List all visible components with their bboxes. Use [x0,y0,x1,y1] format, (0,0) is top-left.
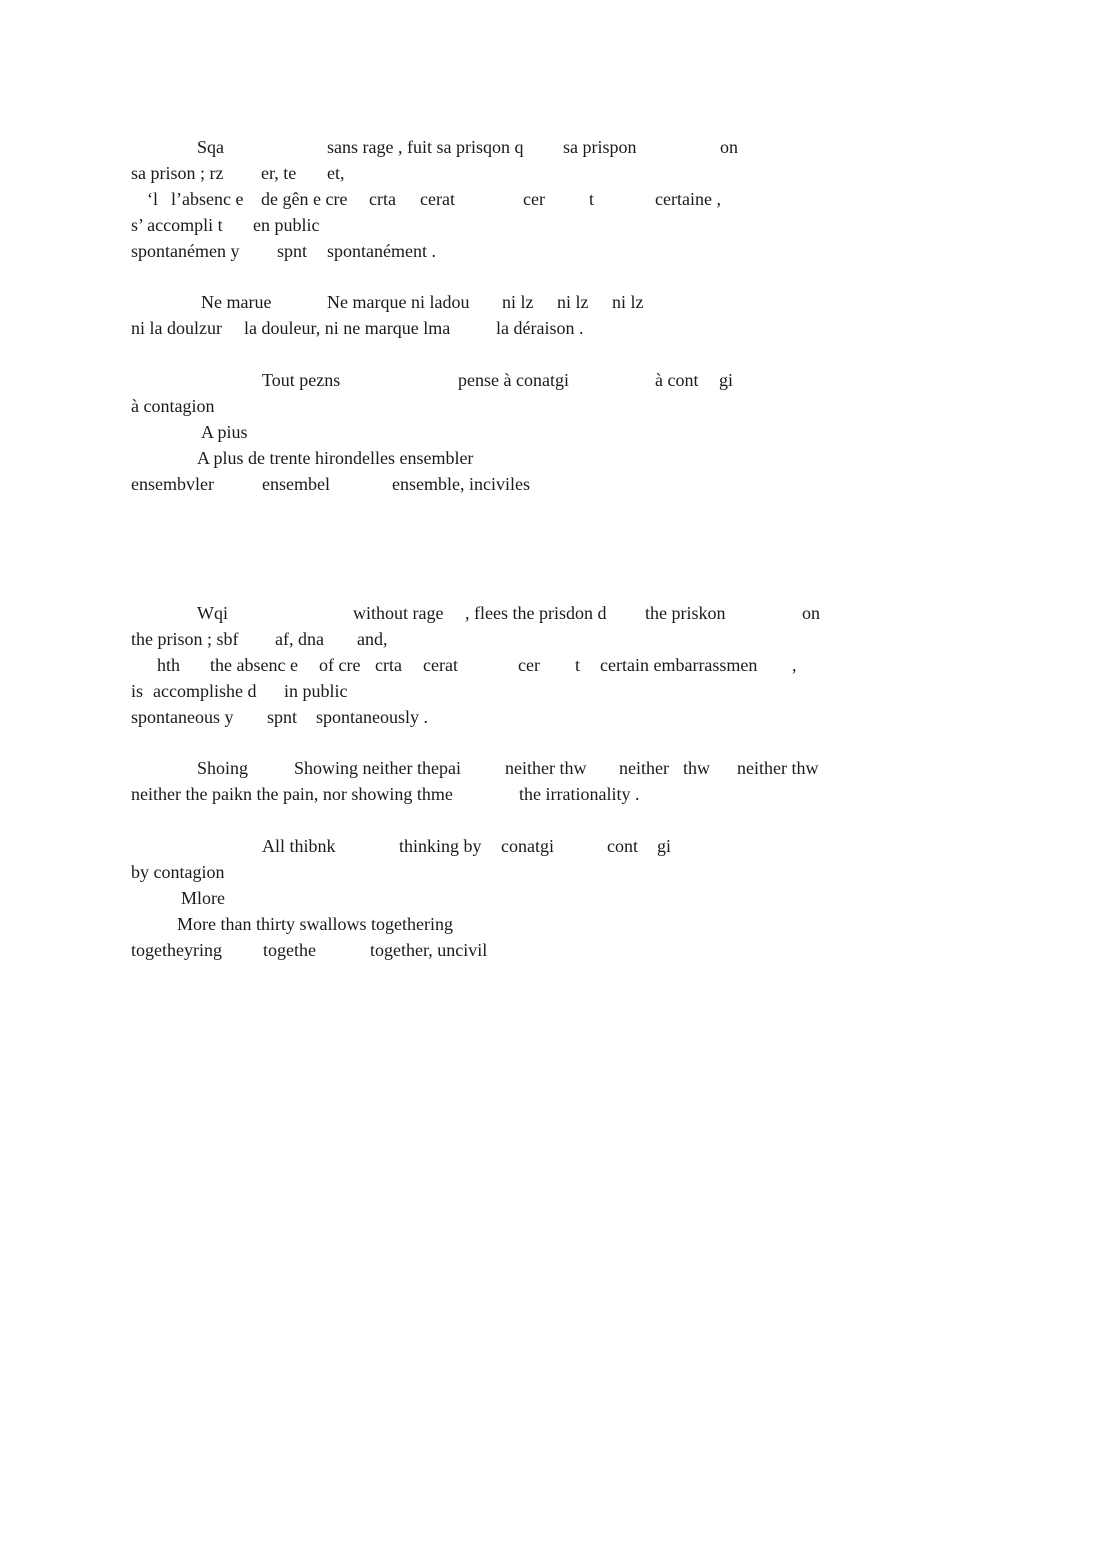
text-fragment: on [802,603,820,623]
text-fragment: Sqa [197,137,224,157]
text-fragment: t [575,655,581,675]
text-fragment: t [589,189,595,209]
text-fragment: the priskon [645,603,726,623]
text-fragment: neither thw [737,758,819,778]
text-fragment: l’absenc e [171,189,244,209]
text-fragment: cer [518,655,540,675]
text-fragment: af, dna [275,629,324,649]
text-fragment: en public [253,215,320,235]
text-fragment: togethe [263,940,316,960]
text-fragment: ensemble, inciviles [392,474,530,494]
text-fragment: gi [657,836,672,856]
text-fragment: de gên e cre [261,189,348,209]
text-fragment: the prison ; sbf [131,629,239,649]
text-fragment: sa prispon [563,137,637,157]
text-fragment: ni lz [502,292,534,312]
text-fragment: together, uncivil [370,940,488,960]
text-fragment: neither thw [505,758,587,778]
text-fragment: neither the paikn the pain, nor showing thme [131,784,453,804]
text-fragment: in public [284,681,348,701]
text-fragment: Shoing [197,758,249,778]
text-fragment: More than thirty swallows togethering [177,914,453,934]
text-fragment: neither [619,758,669,778]
text-fragment: cont [607,836,638,856]
text-fragment: the irrationality . [519,784,640,804]
text-fragment: togetheyring [131,940,222,960]
text-fragment: is [131,681,144,701]
text-fragment: spnt [267,707,298,727]
text-fragment: cerat [423,655,458,675]
text-fragment: certaine , [655,189,721,209]
text-fragment: spnt [277,241,308,261]
text-fragment: conatgi [501,836,554,856]
text-fragment: et, [327,163,345,183]
text-fragment: thinking by [399,836,482,856]
text-fragment: la déraison . [496,318,584,338]
text-fragment: spontanément . [327,241,436,261]
text-fragment: à cont [655,370,699,390]
text-fragment: Tout pezns [262,370,341,390]
text-fragment: la douleur, ni ne marque lma [244,318,451,338]
text-fragment: Wqi [197,603,228,623]
text-fragment: certain embarrassmen [600,655,758,675]
text-fragment: Ne marque ni ladou [327,292,470,312]
text-fragment: cer [523,189,545,209]
text-fragment: pense à conatgi [458,370,569,390]
text-fragment: accomplishe d [153,681,257,701]
text-fragment: by contagion [131,862,225,882]
text-fragment: s’ accompli t [131,215,223,235]
text-fragment: sans rage , fuit sa prisqon q [327,137,524,157]
text-fragment: All thibnk [262,836,336,856]
text-fragment: thw [683,758,710,778]
text-fragment: , flees the prisdon d [465,603,607,623]
text-fragment: ensembvler [131,474,214,494]
text-fragment: and, [357,629,388,649]
text-fragment: the absenc e [210,655,298,675]
text-fragment: ‘l [147,189,158,209]
text-fragment: er, te [261,163,297,183]
text-fragment: sa prison ; rz [131,163,224,183]
text-fragment: hth [157,655,181,675]
text-fragment: on [720,137,738,157]
text-fragment: A pius [201,422,248,442]
text-fragment: ni lz [612,292,644,312]
text-fragment: crta [369,189,396,209]
text-fragment: , [792,655,797,675]
text-fragment: Showing neither thepai [294,758,461,778]
text-fragment: ni la doulzur [131,318,222,338]
text-fragment: A plus de trente hirondelles ensembler [197,448,474,468]
text-fragment: spontanémen y [131,241,240,261]
text-fragment: crta [375,655,402,675]
text-fragment: ni lz [557,292,589,312]
text-fragment: Mlore [181,888,225,908]
text-fragment: of cre [319,655,361,675]
text-fragment: gi [719,370,734,390]
text-fragment: Ne marue [201,292,272,312]
text-fragment: spontaneously . [316,707,428,727]
text-fragment: ensembel [262,474,330,494]
text-fragment: cerat [420,189,455,209]
text-fragment: without rage [353,603,444,623]
text-fragment: spontaneous y [131,707,234,727]
text-fragment: à contagion [131,396,215,416]
